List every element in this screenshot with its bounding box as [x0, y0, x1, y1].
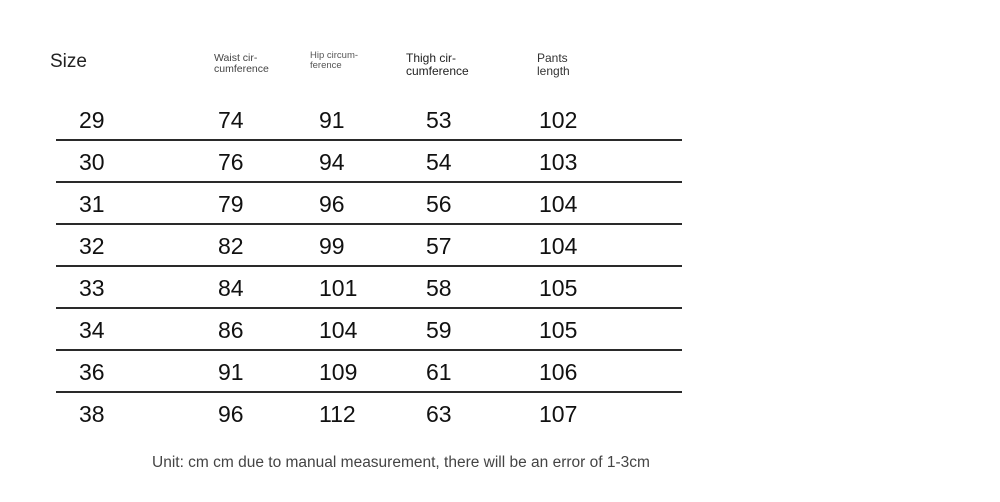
cell-pants-length: 106 — [539, 359, 578, 385]
cell-size: 31 — [79, 191, 105, 217]
cell-pants-length: 103 — [539, 149, 578, 175]
cell-thigh: 56 — [426, 191, 452, 217]
cell-size: 29 — [79, 107, 105, 133]
cell-size: 36 — [79, 359, 105, 385]
cell-hip: 109 — [319, 359, 358, 385]
cell-thigh: 57 — [426, 233, 452, 259]
cell-size: 30 — [79, 149, 105, 175]
cell-thigh: 53 — [426, 107, 452, 133]
table-row — [56, 309, 682, 351]
table-row — [56, 183, 682, 225]
cell-waist: 74 — [218, 107, 244, 133]
cell-hip: 99 — [319, 233, 345, 259]
cell-thigh: 63 — [426, 401, 452, 427]
size-chart-header — [0, 0, 1000, 100]
table-row — [56, 99, 682, 141]
cell-pants-length: 102 — [539, 107, 578, 133]
cell-pants-length: 105 — [539, 317, 578, 343]
cell-thigh: 61 — [426, 359, 452, 385]
cell-pants-length: 107 — [539, 401, 578, 427]
cell-waist: 91 — [218, 359, 244, 385]
header-waist-circumference: Waist cir- cumference — [214, 52, 269, 76]
cell-thigh: 58 — [426, 275, 452, 301]
cell-size: 38 — [79, 401, 105, 427]
cell-waist: 76 — [218, 149, 244, 175]
cell-waist: 86 — [218, 317, 244, 343]
measurement-footnote: Unit: cm cm due to manual measurement, there will be an error of 1-3cm — [152, 454, 650, 471]
table-row — [56, 141, 682, 183]
cell-pants-length: 104 — [539, 191, 578, 217]
table-row — [56, 393, 682, 435]
cell-pants-length: 105 — [539, 275, 578, 301]
cell-size: 33 — [79, 275, 105, 301]
header-pants-length: Pants length — [537, 51, 570, 78]
header-size: Size — [50, 51, 87, 72]
table-row — [56, 267, 682, 309]
cell-waist: 79 — [218, 191, 244, 217]
cell-size: 34 — [79, 317, 105, 343]
cell-waist: 96 — [218, 401, 244, 427]
size-chart-table — [56, 99, 682, 435]
cell-thigh: 54 — [426, 149, 452, 175]
cell-hip: 91 — [319, 107, 345, 133]
header-hip-circumference: Hip circum- ference — [310, 50, 359, 71]
cell-hip: 112 — [319, 401, 356, 427]
cell-size: 32 — [79, 233, 105, 259]
cell-hip: 104 — [319, 317, 358, 343]
cell-waist: 82 — [218, 233, 244, 259]
header-thigh-circumference: Thigh cir- cumference — [406, 51, 469, 78]
cell-hip: 96 — [319, 191, 345, 217]
cell-hip: 101 — [319, 275, 358, 301]
table-row — [56, 351, 682, 393]
table-row — [56, 225, 682, 267]
cell-waist: 84 — [218, 275, 244, 301]
cell-pants-length: 104 — [539, 233, 578, 259]
cell-thigh: 59 — [426, 317, 452, 343]
cell-hip: 94 — [319, 149, 345, 175]
